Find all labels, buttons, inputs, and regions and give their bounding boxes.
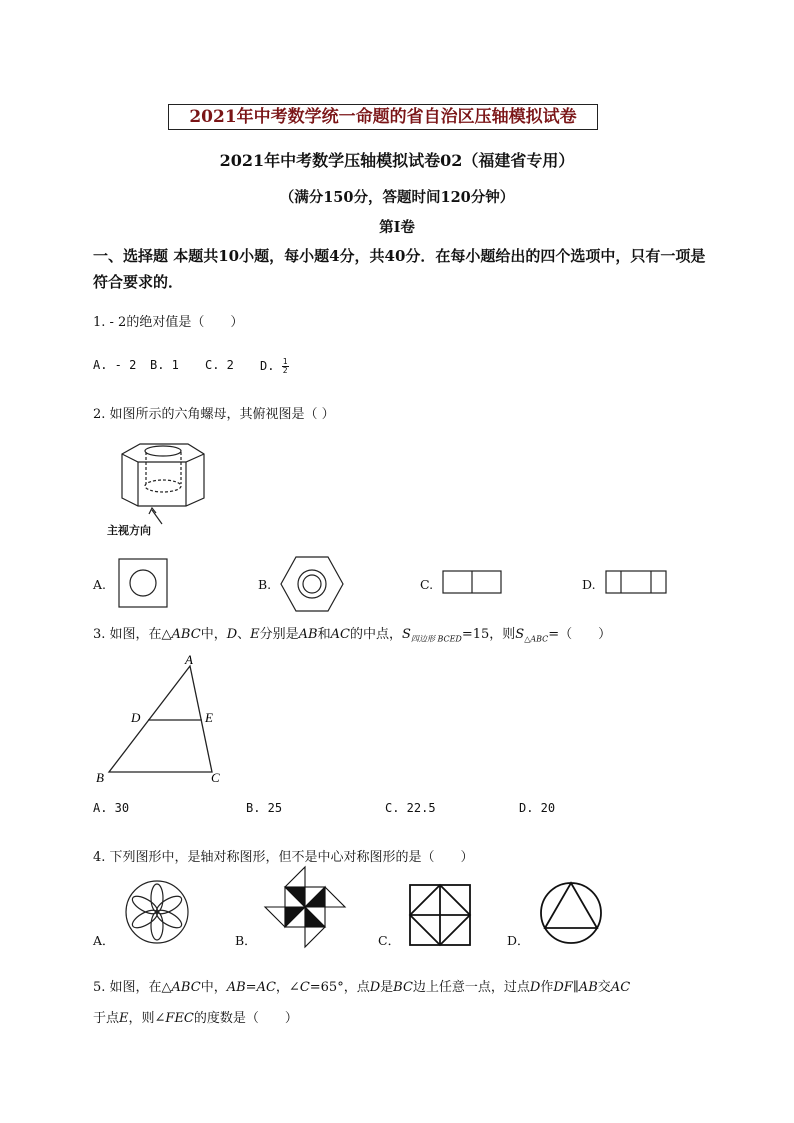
q3-label-d: D [131, 710, 141, 725]
q5-segment-bc: BC [393, 980, 413, 995]
q3-segment-ab: AB [298, 627, 318, 642]
q3-stem-part: =15，则 [461, 627, 516, 642]
q1-option-d [260, 358, 289, 375]
q4-option-c-square-diamond [409, 884, 471, 946]
q5-point-e: E [119, 1011, 129, 1026]
q5-stem-part: = [245, 980, 257, 995]
q2-option-b-label: B. [258, 577, 272, 592]
q1-option-c: C. 2 [205, 358, 234, 372]
q5-stem-part: 的度数是（ ） [193, 1011, 298, 1026]
q2-option-d-label: D. [582, 577, 596, 592]
q2-option-c-label: C. [420, 577, 434, 592]
q1-frac-numerator: 1 [282, 357, 288, 366]
q3-label-b: B [96, 770, 104, 785]
q4-option-b-label: B． [235, 933, 257, 948]
q5-segment-ab: AB [226, 980, 246, 995]
q3-area-s1-sub: 四边形 BCED [410, 634, 462, 644]
q5-point-d: D [369, 980, 381, 995]
q5-stem-part: 是 [380, 980, 394, 995]
q5-segment-ac: AC [610, 980, 631, 995]
q5-segment-ac: AC [256, 980, 276, 995]
q3-option-c: C. 22.5 [385, 801, 436, 815]
q3-area-s2: S [515, 627, 525, 642]
q3-point-e: E [250, 627, 260, 642]
q4-option-d-label: D． [507, 933, 530, 948]
q5-angle-c: C [299, 980, 310, 995]
q5-angle-fec: FEC [165, 1011, 194, 1026]
q5-stem-part: =65°，点 [309, 980, 370, 995]
q5-stem-part: 于点 [93, 1011, 120, 1026]
q2-stem: 2. 如图所示的六角螺母，其俯视图是（ ） [93, 407, 335, 422]
q5-stem-part: 中， [200, 980, 227, 995]
q4-option-a-flower-circle [124, 879, 190, 945]
q2-option-a-label: A. [93, 577, 107, 592]
q3-label-e: E [205, 710, 213, 725]
q5-stem-part: ∥ [572, 980, 579, 995]
q5-stem-part: 交 [597, 980, 611, 995]
q5-segment-df: DF [553, 980, 573, 995]
q1-option-b: B. 1 [150, 358, 179, 372]
q3-stem [93, 623, 611, 645]
q1-frac-denominator: 2 [282, 366, 288, 375]
volume-heading: 第Ⅰ卷 [379, 219, 415, 236]
q4-option-d-circle-triangle [539, 881, 603, 945]
q3-label-c: C [211, 770, 220, 785]
q4-stem: 4. 下列图形中，是轴对称图形，但不是中心对称图形的是（ ） [93, 850, 474, 865]
q4-option-b-pinwheel [264, 866, 346, 948]
q4-option-c-label: C． [378, 933, 401, 948]
exam-banner: 2021年中考数学统一命题的省自治区压轴模拟试卷 [168, 104, 598, 130]
q3-stem-part: 分别是 [259, 627, 299, 642]
q1-stem: 1. - 2的绝对值是（ ） [93, 315, 244, 330]
q2-option-c-two-rects [442, 570, 502, 594]
q5-point-d: D [529, 980, 541, 995]
q3-point-d: D [226, 627, 238, 642]
q3-stem-part: 、 [237, 627, 251, 642]
q4-option-a-label: A． [93, 933, 115, 948]
q3-option-d: D. 20 [519, 801, 556, 815]
q3-triangle-name: ABC [171, 627, 201, 642]
q1-option-a: A. - 2 [93, 358, 137, 372]
q3-option-a: A. 30 [93, 801, 130, 815]
q2-figure-caption: 主视方向 [107, 524, 151, 537]
q5-stem-part: 5. 如图，在△ [93, 980, 172, 995]
q3-stem-part: 的中点， [349, 627, 402, 642]
q3-stem-part: 和 [317, 627, 331, 642]
q5-triangle-name: ABC [171, 980, 201, 995]
q5-stem-part: ，∠ [275, 980, 300, 995]
q3-stem-part: 3. 如图，在△ [93, 627, 172, 642]
q3-option-b: B. 25 [246, 801, 283, 815]
q5-segment-ab: AB [578, 980, 598, 995]
q3-label-a: A [185, 652, 193, 667]
exam-title: 2021年中考数学压轴模拟试卷02（福建省专用） [219, 151, 575, 170]
q2-option-a-square-circle [118, 558, 168, 608]
q3-area-s2-sub: △ABC [524, 634, 549, 644]
q3-triangle-figure [95, 650, 235, 790]
q5-stem-part: ，则∠ [128, 1011, 166, 1026]
q5-stem-line1 [93, 976, 630, 995]
q3-stem-part: 中， [200, 627, 227, 642]
q5-stem-part: 作 [540, 980, 554, 995]
q3-segment-ac: AC [330, 627, 350, 642]
q3-area-s1: S [402, 627, 411, 642]
q5-stem-part: 边上任意一点，过点 [412, 980, 530, 995]
q2-option-b-hexagon-circle [280, 556, 344, 612]
q3-stem-part: =（ ） [548, 627, 612, 642]
q2-option-d-three-rects [605, 570, 667, 594]
q1-option-d-fraction [282, 358, 289, 375]
exam-subtitle: （满分150分，答题时间120分钟） [279, 189, 515, 206]
section1-instructions: 一、选择题 本题共10小题，每小题4分，共40分．在每小题给出的四个选项中，只有一项是符合要求的． [93, 247, 706, 291]
q1-option-d-label: D. [260, 359, 275, 373]
q5-stem-line2 [93, 1007, 298, 1026]
